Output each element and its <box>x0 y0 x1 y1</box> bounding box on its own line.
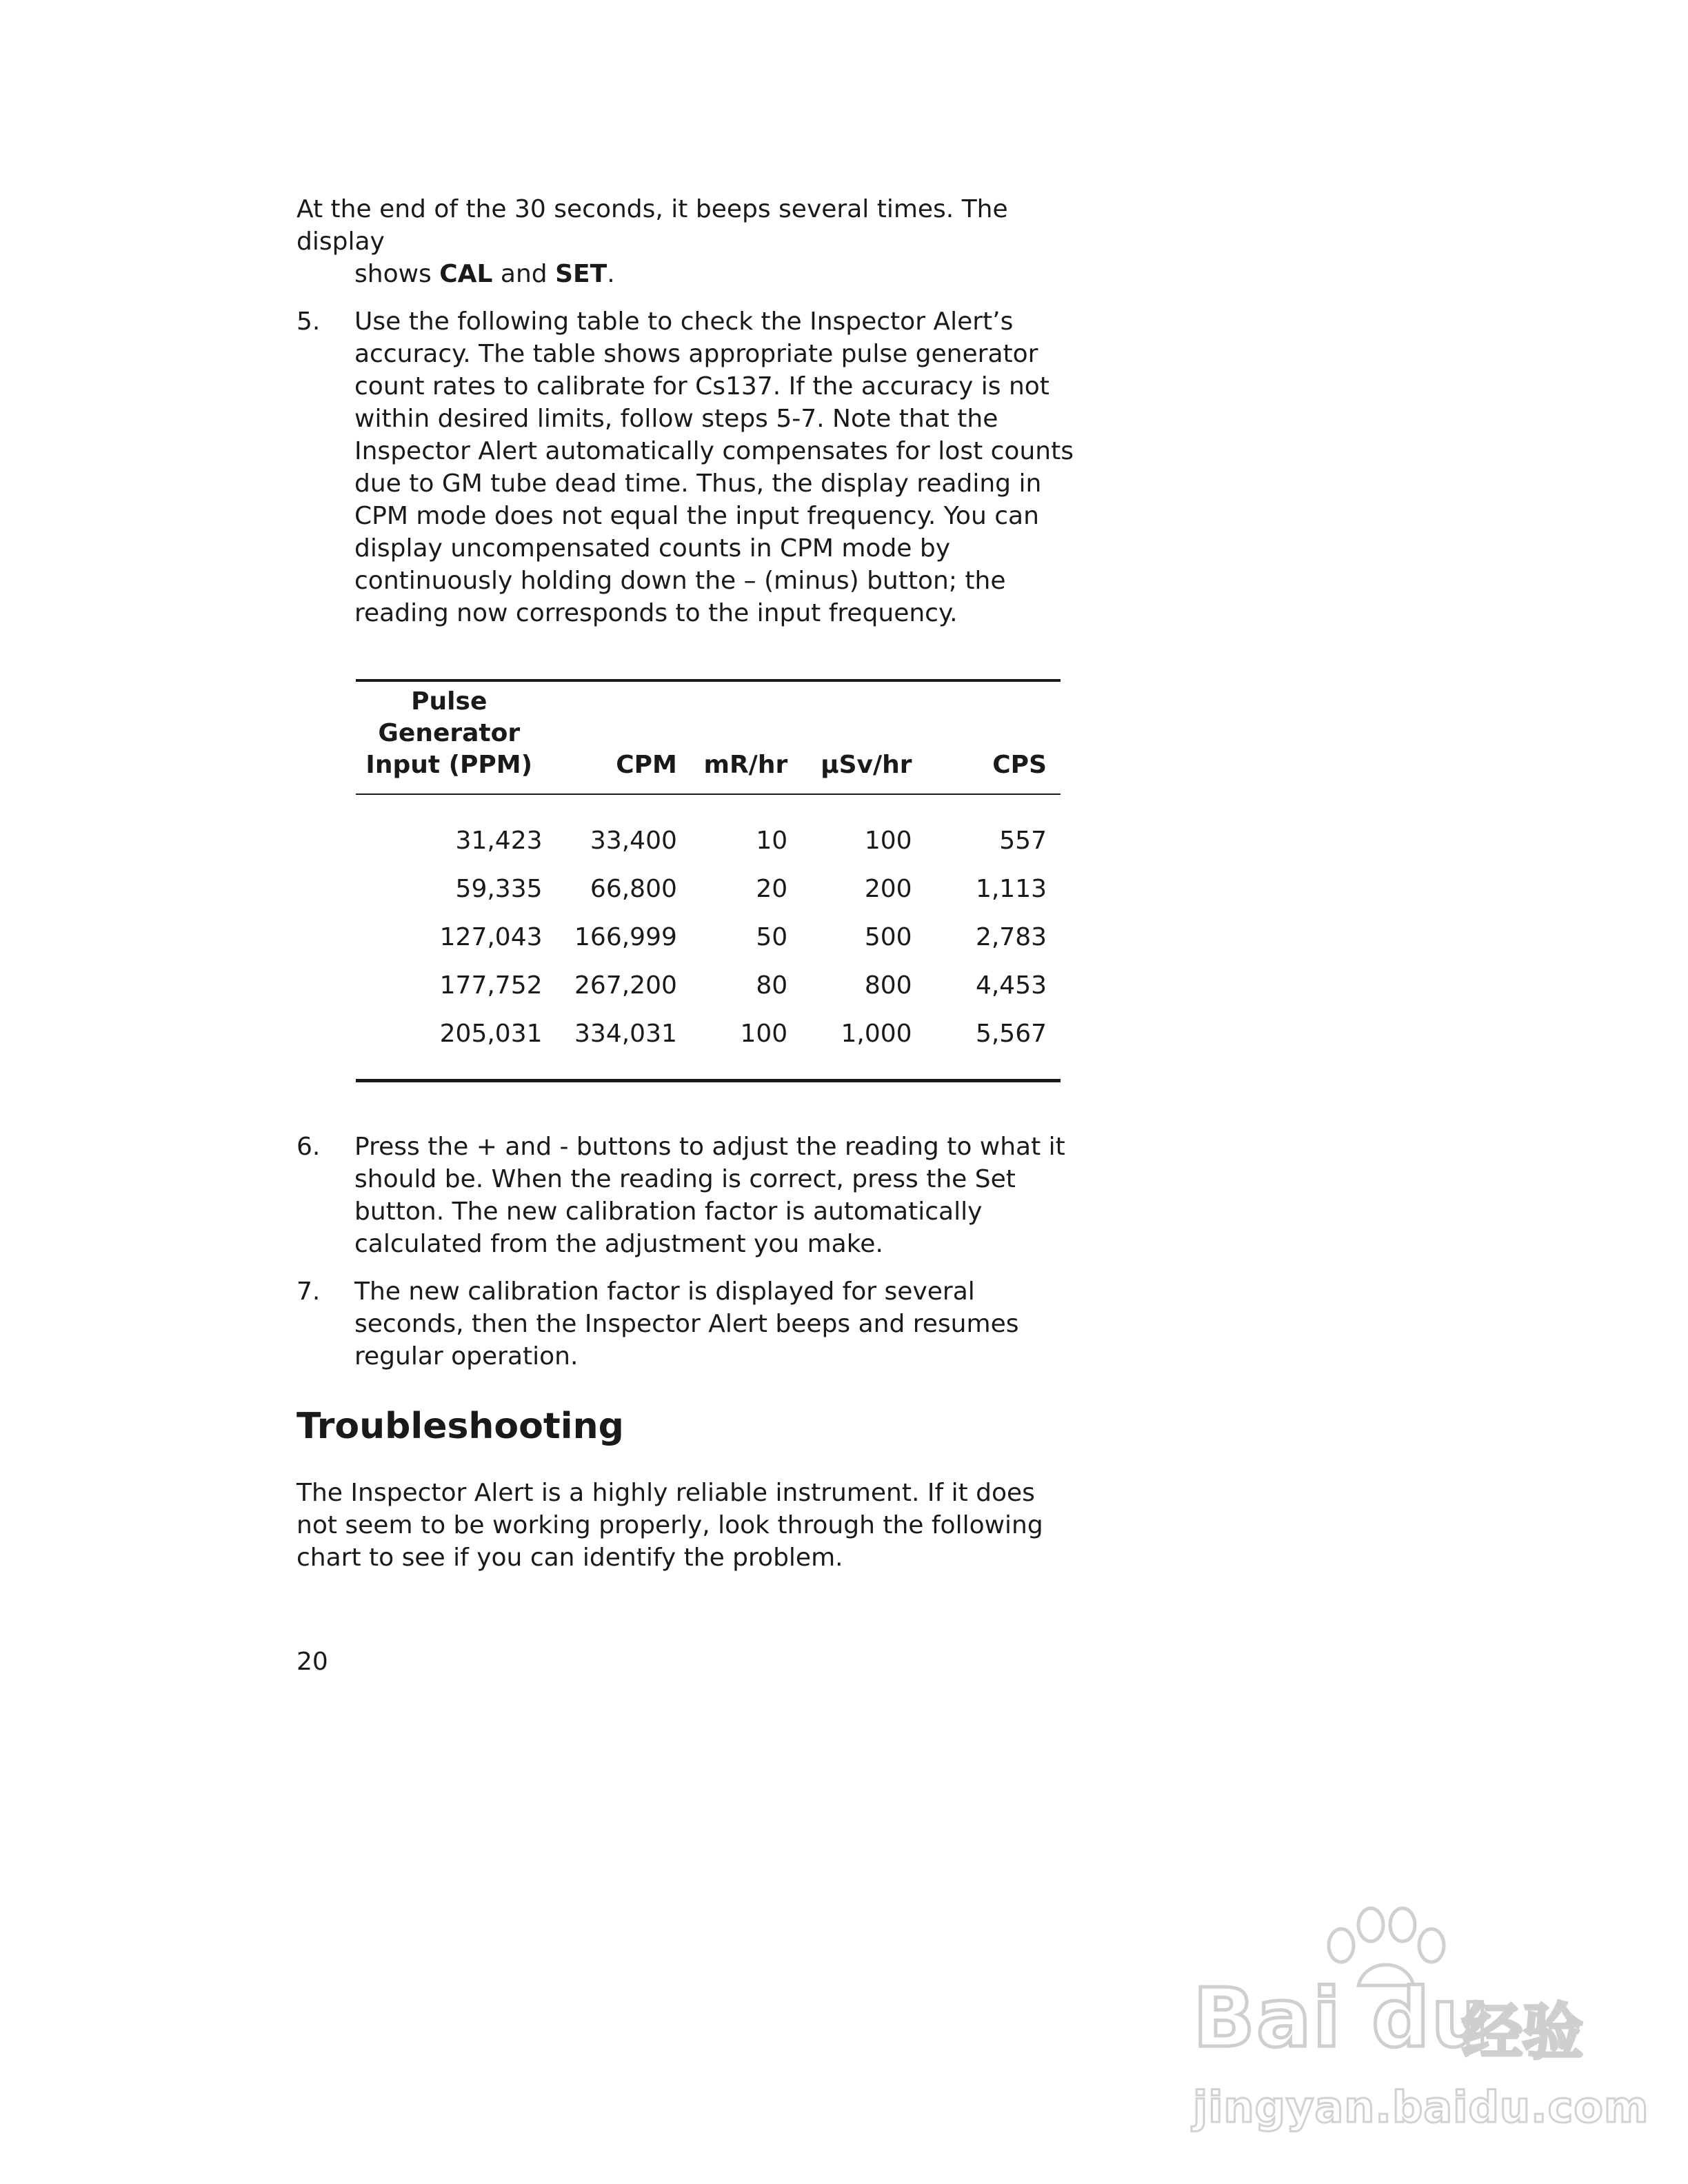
table-header-row <box>356 682 1061 781</box>
table-cell: 334,031 <box>574 1020 677 1048</box>
table-row <box>356 913 1061 962</box>
step-text: The new calibration factor is displayed for several seconds, then the Inspector Alert beeps and resumes regular operation. <box>354 1277 1019 1371</box>
watermark-url: jingyan.baidu.com <box>1193 2082 1649 2132</box>
table-cell: 80 <box>756 971 788 1000</box>
table-cell: 2,783 <box>975 923 1047 951</box>
table-row <box>356 865 1061 913</box>
intro-period: . <box>607 260 615 288</box>
table-cell: 5,567 <box>975 1020 1047 1048</box>
table-cell: 557 <box>999 827 1047 855</box>
table-cell: 177,752 <box>439 971 543 1000</box>
table-cell: 50 <box>756 923 788 951</box>
header-cps: CPS <box>992 751 1047 779</box>
page-number: 20 <box>297 1648 328 1677</box>
table-cell: 59,335 <box>455 875 543 903</box>
table-cell: 20 <box>756 875 788 903</box>
header-cpm: CPM <box>616 751 677 779</box>
step-5 <box>297 305 1083 629</box>
header-mr-hr: mR/hr <box>703 751 788 779</box>
manual-page <box>297 193 1083 1678</box>
table-cell: 4,453 <box>975 971 1047 1000</box>
header-pulse-generator <box>356 682 543 781</box>
table-cell: 31,423 <box>455 827 543 855</box>
table-cell: 267,200 <box>574 971 677 1000</box>
step-text: Use the following table to check the Inspector Alert’s accuracy. The table shows appropriate pulse generator count rates to calibrate for Cs137. If the accuracy is not within desired limits, follow steps 5-7. Note that the Inspector Alert automatically compensates for lost counts due to GM tube dead time. Thus, the display reading in CPM mode does not equal the input frequency. You can display uncompensated counts in CPM mode by continuously holding down the – (minus) button; the reading now corresponds to the input frequency. <box>354 307 1074 627</box>
table-cell: 1,000 <box>841 1020 912 1048</box>
step-number: 5. <box>297 307 321 336</box>
table-cell: 10 <box>756 827 788 855</box>
troubleshooting-paragraph: The Inspector Alert is a highly reliable instrument. If it does not seem to be working properly, look through the following chart to see if you can identify the problem. <box>297 1479 1043 1573</box>
intro-shows-text: shows <box>354 260 440 288</box>
header-pulse-generator-line1: Pulse Generator <box>378 687 521 747</box>
section-heading-troubleshooting: Troubleshooting <box>297 1406 624 1447</box>
table-cell: 100 <box>740 1020 788 1048</box>
table-cell: 800 <box>864 971 912 1000</box>
watermark-brand-cn: 经验 <box>1462 1996 1584 2067</box>
intro-line-1: At the end of the 30 seconds, it beeps several times. The display <box>297 195 1008 256</box>
table-cell: 1,113 <box>975 875 1047 903</box>
table-cell: 66,800 <box>590 875 677 903</box>
table-cell: 166,999 <box>574 923 677 951</box>
watermark-brand: Bai du <box>1193 1970 1491 2065</box>
set-label: SET <box>555 260 607 288</box>
table-row <box>356 1010 1061 1058</box>
table-row <box>356 962 1061 1010</box>
table-cell: 127,043 <box>439 923 543 951</box>
step-number: 6. <box>297 1133 321 1161</box>
table-cell: 33,400 <box>590 827 677 855</box>
table-cell: 100 <box>864 827 912 855</box>
intro-and-text: and <box>492 260 556 288</box>
table-row <box>356 817 1061 865</box>
header-usv-hr: µSv/hr <box>821 751 912 779</box>
baidu-watermark <box>1186 1903 1649 2165</box>
step-7 <box>297 1275 1083 1373</box>
step-6 <box>297 1131 1083 1260</box>
step-text: Press the + and - buttons to adjust the reading to what it should be. When the reading is correct, press the Set button. The new calibration factor is automatically calculated from the adjustment you make. <box>354 1133 1065 1258</box>
table-cell: 200 <box>864 875 912 903</box>
table-cell: 205,031 <box>439 1020 543 1048</box>
intro-line-2 <box>297 258 615 290</box>
step-number: 7. <box>297 1277 321 1306</box>
intro-paragraph <box>297 193 1083 290</box>
header-pulse-generator-line2: Input (PPM) <box>365 751 533 779</box>
table-cell: 500 <box>864 923 912 951</box>
calibration-table <box>356 679 1061 1082</box>
cal-label: CAL <box>439 260 493 288</box>
